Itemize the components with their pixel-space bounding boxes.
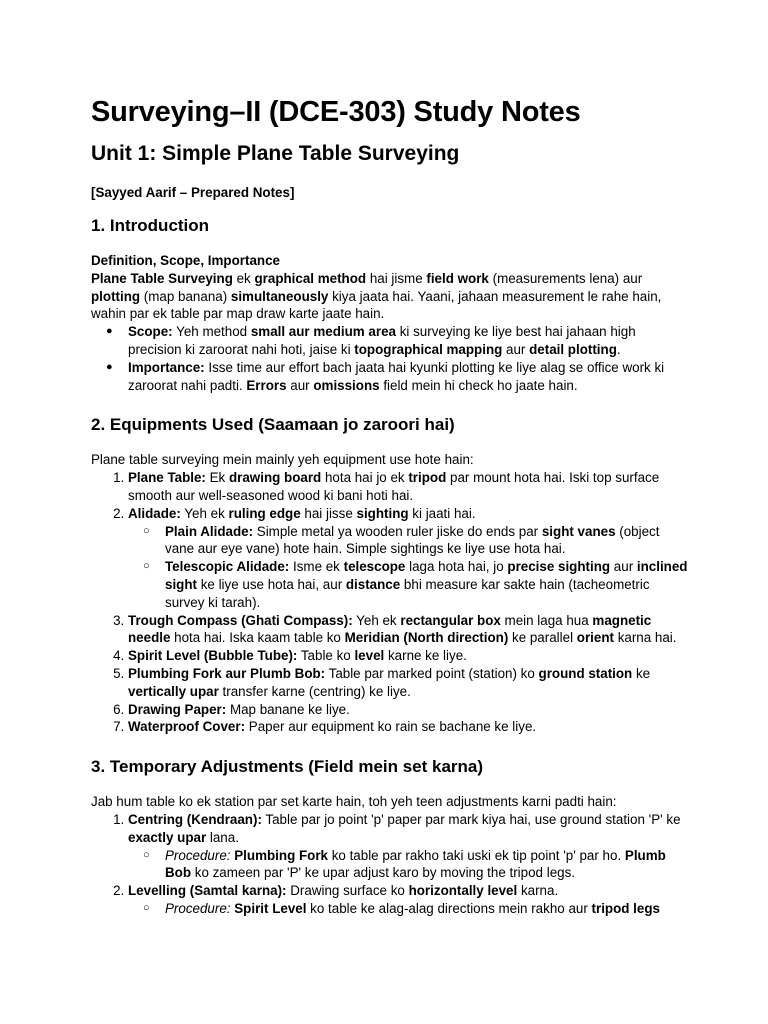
list-item: 6. Drawing Paper: Map banane ke liye. (128, 701, 691, 719)
section-equipments (91, 413, 691, 736)
document-page (91, 90, 691, 918)
levelling-sublist (128, 900, 691, 918)
list-item-text: Centring (Kendraan): Table par jo point 'p' paper par mark kiya hai, use ground station 'P' ke exactly upar lana. (128, 811, 681, 845)
equipment-list (91, 469, 691, 736)
prepared-by-note: [Sayyed Aarif – Prepared Notes] (91, 185, 295, 200)
intro-paragraph: Plane Table Surveying ek graphical method hai jisme field work (measurements lena) aur plotting (map banana) simultaneously kiya jaata hai. Yaani, jahaan measurement le rahe hain, wahin par ek table par map draw karte jaate hain. (91, 270, 662, 322)
adjustment-list (91, 811, 691, 918)
list-item: 5. Plumbing Fork aur Plumb Bob: Table par marked point (station) ko ground station ke vertically upar transfer karne (centring) ke liye. (128, 665, 691, 701)
section-intro: Plane table surveying mein mainly yeh equipment use hote hain: (91, 452, 474, 468)
section-heading: 2. Equipments Used (Saamaan jo zaroori hai) (91, 415, 455, 435)
list-item: 4. Spirit Level (Bubble Tube): Table ko level karne ke liye. (128, 647, 691, 665)
list-item (128, 811, 691, 882)
list-item: 1. Plane Table: Ek drawing board hota hai jo ek tripod par mount hota hai. Iski top surface smooth aur well-seasoned wood ki bani hoti hai. (128, 469, 691, 505)
list-item (128, 505, 691, 612)
list-item: 7. Waterproof Cover: Paper aur equipment ko rain se bachane ke liye. (128, 718, 691, 736)
section-heading: 1. Introduction (91, 216, 210, 235)
unit-heading: Unit 1: Simple Plane Table Surveying (91, 142, 460, 165)
section-intro: Jab hum table ko ek station par set karte hain, toh yeh teen adjustments karni padti hain: (91, 794, 617, 810)
list-item-text: Levelling (Samtal karna): Drawing surface ko horizontally level karna. (128, 883, 559, 899)
list-item: ○ Plain Alidade: Simple metal ya wooden ruler jiske do ends par sight vanes (object vane aur eye vane) hote hain. Simple sightings ke liye use hota hai. (165, 523, 691, 559)
list-item: ○ Procedure: Plumbing Fork ko table par rakho taki uski ek tip point 'p' par ho. Plumb Bob ko zameen par 'P' ke upar adjust karo by moving the tripod legs. (165, 847, 691, 883)
section-heading: 3. Temporary Adjustments (Field mein set karna) (91, 757, 484, 777)
section-introduction (91, 214, 691, 394)
list-item: ● Scope: Yeh method small aur medium area ki surveying ke liye best hai jahaan high precision ki zaroorat nahi hoti, jaise ki topographical mapping aur detail plotting. (128, 323, 691, 359)
list-item-text: Alidade: Yeh ek ruling edge hai jisse sighting ki jaati hai. (128, 505, 476, 521)
list-item: ● Importance: Isse time aur effort bach jaata hai kyunki plotting ke liye alag se office work ki zaroorat nahi padti. Errors aur omissions field mein hi check ho jaate hain. (128, 359, 691, 395)
intro-bullets (91, 323, 691, 394)
list-item: 3. Trough Compass (Ghati Compass): Yeh ek rectangular box mein laga hua magnetic needle hota hai. Iska kaam table ko Meridian (North direction) ke parallel orient karna hai. (128, 612, 691, 648)
list-item: ○ Telescopic Alidade: Isme ek telescope laga hota hai, jo precise sighting aur inclined sight ke liye use hota hai, aur distance bhi measure kar sakte hain (tacheometric survey ki tarah). (165, 558, 691, 611)
alidade-sublist (128, 523, 691, 612)
document-title: Surveying–II (DCE-303) Study Notes (91, 96, 581, 128)
list-item (128, 882, 691, 918)
list-item: ○ Procedure: Spirit Level ko table ke alag-alag directions mein rakho aur tripod legs (165, 900, 691, 918)
section-adjustments (91, 755, 691, 918)
subheading: Definition, Scope, Importance (91, 253, 280, 268)
centring-sublist (128, 847, 691, 883)
